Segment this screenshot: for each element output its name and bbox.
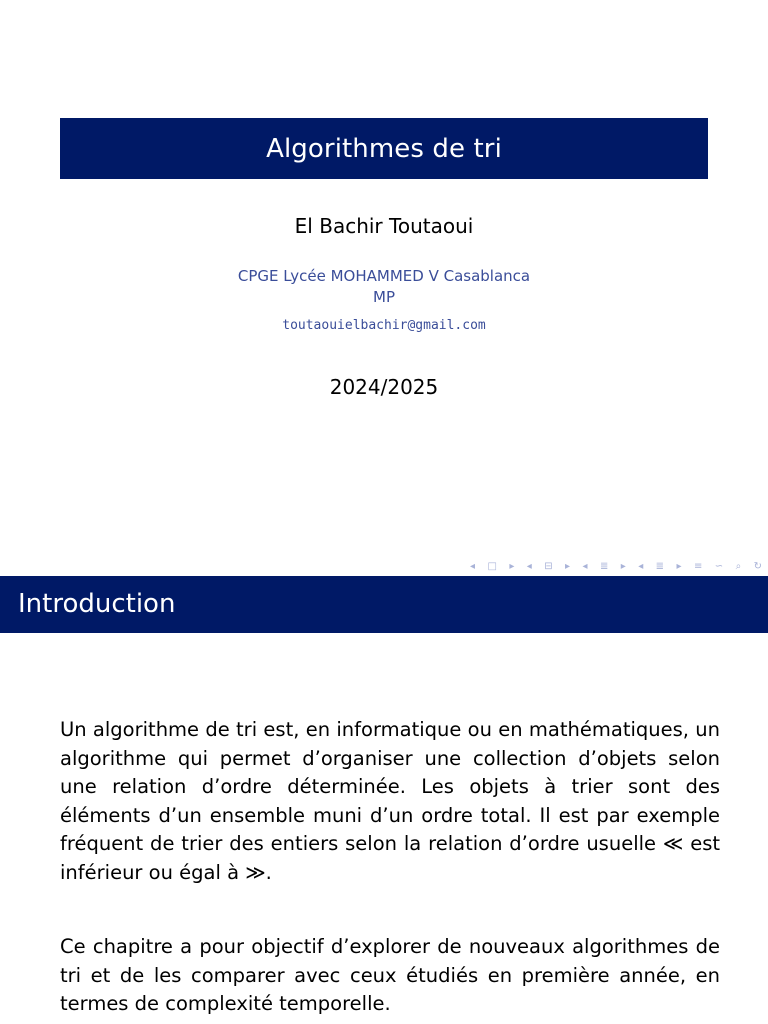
next-arrow-icon[interactable]: ▸ xyxy=(509,561,515,572)
beamer-navigation-bar xyxy=(470,559,768,575)
intro-paragraph-1: Un algorithme de tri est, en informatique ou en mathématiques, un algorithme qui permet d’organiser une collection d’objets selon une relation d’ordre déterminée. Les objets à trier sont des éléments d’un ensemble muni d’un ordre total. Il est par exemple fréquent de trier des entiers selon la relation d’ordre usuelle ≪ est inférieur ou égal à ≫. xyxy=(60,718,720,884)
presentation-date: 2024/2025 xyxy=(329,375,439,399)
document-icon[interactable]: ≣ xyxy=(655,561,665,572)
next-arrow-icon[interactable]: ▸ xyxy=(620,561,626,572)
author-email: toutaouielbachir@gmail.com xyxy=(282,318,486,333)
prev-arrow-icon[interactable]: ◂ xyxy=(526,561,532,572)
next-arrow-icon[interactable]: ▸ xyxy=(565,561,571,572)
frame-icon[interactable]: □ xyxy=(487,561,497,572)
title-banner xyxy=(60,118,708,179)
presentation-title: Algorithmes de tri xyxy=(266,133,502,164)
equals-icon[interactable]: ≡ xyxy=(693,561,703,572)
prev-arrow-icon[interactable]: ◂ xyxy=(582,561,588,572)
author-name: El Bachir Toutaoui xyxy=(294,214,474,238)
zoom-icon[interactable]: ⌕ xyxy=(735,561,742,572)
frame-title: Introduction xyxy=(0,576,768,633)
prev-arrow-icon[interactable]: ◂ xyxy=(638,561,644,572)
section-icon[interactable]: ≣ xyxy=(599,561,609,572)
next-arrow-icon[interactable]: ▸ xyxy=(676,561,682,572)
prev-arrow-icon[interactable]: ◂ xyxy=(470,561,476,572)
intro-paragraph-2: Ce chapitre a pour objectif d’explorer de nouveaux algorithmes de tri et de les comparer avec ceux étudiés en première année, en termes de complexité temporelle. xyxy=(60,935,720,1016)
subsection-icon[interactable]: ⊟ xyxy=(544,561,553,572)
institution-class: MP xyxy=(373,288,395,306)
refresh-icon[interactable]: ↻ xyxy=(753,561,762,572)
search-icon[interactable]: ∽ xyxy=(714,561,724,572)
introduction-slide xyxy=(0,576,768,1024)
institution-name: CPGE Lycée MOHAMMED V Casablanca xyxy=(237,267,531,285)
